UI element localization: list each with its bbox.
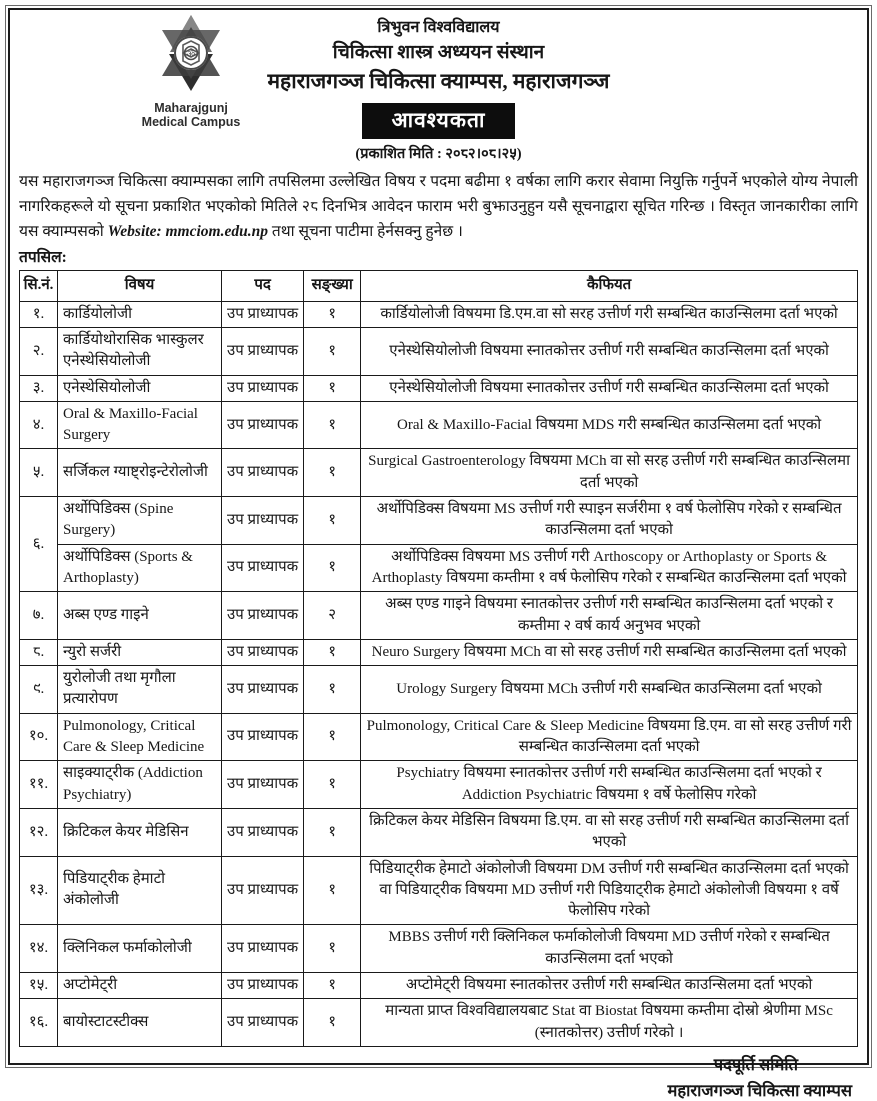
table-row xyxy=(20,592,858,640)
table-row xyxy=(20,808,858,856)
subject-cell: अब्स एण्ड गाइने xyxy=(58,592,222,640)
serial-cell: ६. xyxy=(20,497,58,592)
count-cell: १ xyxy=(304,327,361,375)
table-row xyxy=(20,639,858,665)
count-cell: १ xyxy=(304,999,361,1047)
column-header: सङ्ख्या xyxy=(304,271,361,301)
serial-cell: १०. xyxy=(20,713,58,761)
serial-cell: १६. xyxy=(20,999,58,1047)
count-cell: १ xyxy=(304,713,361,761)
count-cell: १ xyxy=(304,761,361,809)
remark-cell: Psychiatry विषयमा स्नातकोत्तर उत्तीर्ण गरी सम्बन्धित काउन्सिलमा दर्ता भएको र Addiction Psychiatric विषयमा १ वर्षे फेलोसिप गरेको xyxy=(361,761,858,809)
post-cell: उप प्राध्यापक xyxy=(222,497,304,545)
footer-campus-name: महाराजगञ्ज चिकित्सा क्याम्पस xyxy=(667,1080,852,1100)
remark-cell: मान्यता प्राप्त विश्वविद्यालयबाट Stat वा Biostat विषयमा कम्तीमा दोस्रो श्रेणीमा MSc (स्नातकोत्तर) उत्तीर्ण गरेको । xyxy=(361,999,858,1047)
subject-cell: युरोलोजी तथा मृगौला प्रत्यारोपण xyxy=(58,666,222,714)
page-inner-border xyxy=(8,8,869,1100)
count-cell: १ xyxy=(304,497,361,545)
remark-cell: अर्थोपिडिक्स विषयमा MS उत्तीर्ण गरी स्पाइन सर्जरीमा १ वर्ष फेलोसिप गरेको र सम्बन्धित काउन्सिलमा दर्ता भएको xyxy=(361,497,858,545)
subject-cell: साइक्याट्रीक (Addiction Psychiatry) xyxy=(58,761,222,809)
document-header xyxy=(19,14,858,134)
subject-cell: अर्थोपिडिक्स (Sports & Arthoplasty) xyxy=(58,544,222,592)
remark-cell: Oral & Maxillo-Facial विषयमा MDS गरी सम्बन्धित काउन्सिलमा दर्ता भएको xyxy=(361,401,858,449)
post-cell: उप प्राध्यापक xyxy=(222,713,304,761)
notice-paragraph xyxy=(19,170,858,244)
post-cell: उप प्राध्यापक xyxy=(222,544,304,592)
table-row xyxy=(20,999,858,1047)
remark-cell: Pulmonology, Critical Care & Sleep Medicine विषयमा डि.एम. वा सो सरह उत्तीर्ण गरी सम्बन्धित काउन्सिलमा दर्ता भएको xyxy=(361,713,858,761)
post-cell: उप प्राध्यापक xyxy=(222,999,304,1047)
subject-cell: क्रिटिकल केयर मेडिसिन xyxy=(58,808,222,856)
university-name: त्रिभुवन विश्वविद्यालय xyxy=(377,19,500,36)
post-cell: उप प्राध्यापक xyxy=(222,375,304,401)
notice-text-after: तथा सूचना पाटीमा हेर्नसक्नु हुनेछ । xyxy=(267,222,463,240)
post-cell: उप प्राध्यापक xyxy=(222,401,304,449)
post-cell: उप प्राध्यापक xyxy=(222,761,304,809)
vacancy-table xyxy=(19,270,858,1047)
subject-cell: पिडियाट्रीक हेमाटो अंकोलोजी xyxy=(58,856,222,925)
post-cell: उप प्राध्यापक xyxy=(222,808,304,856)
post-cell: उप प्राध्यापक xyxy=(222,639,304,665)
subject-cell: अर्थोपिडिक्स (Spine Surgery) xyxy=(58,497,222,545)
table-row xyxy=(20,449,858,497)
remark-cell: अर्थोपिडिक्स विषयमा MS उत्तीर्ण गरी Arthoscopy or Arthoplasty or Sports & Arthoplasty विषयमा कम्तीमा १ वर्ष फेलोसिप गरेको र सम्बन्धित काउन्सिलमा दर्ता भएको xyxy=(361,544,858,592)
subject-cell: अप्टोमेट्री xyxy=(58,973,222,999)
table-row xyxy=(20,761,858,809)
count-cell: १ xyxy=(304,639,361,665)
serial-cell: १४. xyxy=(20,925,58,973)
serial-cell: १. xyxy=(20,301,58,327)
serial-cell: १५. xyxy=(20,973,58,999)
serial-cell: १३. xyxy=(20,856,58,925)
serial-cell: ११. xyxy=(20,761,58,809)
logo-caption-line1: Maharajgunj xyxy=(154,101,228,115)
subject-cell: Oral & Maxillo-Facial Surgery xyxy=(58,401,222,449)
remark-cell: Urology Surgery विषयमा MCh उत्तीर्ण गरी सम्बन्धित काउन्सिलमा दर्ता भएको xyxy=(361,666,858,714)
website-text: Website: mmciom.edu.np xyxy=(107,222,268,240)
count-cell: १ xyxy=(304,449,361,497)
post-cell: उप प्राध्यापक xyxy=(222,301,304,327)
campus-star-emblem-icon xyxy=(150,50,232,98)
serial-cell: ९. xyxy=(20,666,58,714)
subject-cell: Pulmonology, Critical Care & Sleep Medicine xyxy=(58,713,222,761)
remark-cell: Neuro Surgery विषयमा MCh वा सो सरह उत्तीर्ण गरी सम्बन्धित काउन्सिलमा दर्ता भएको xyxy=(361,639,858,665)
post-cell: उप प्राध्यापक xyxy=(222,327,304,375)
notice-text-before: यस महाराजगञ्ज चिकित्सा क्याम्पसका लागि तपसिलमा उल्लेखित विषय र पदमा बढीमा १ वर्षका लागि करार सेवामा नियुक्ति गर्नुपर्ने भएकोले योग्य नेपाली नागरिकहरूले यो सूचना प्रकाशित भएकोको मितिले २८ दिनभित्र आवेदन फाराम भरी बुझाउनुहुन यसै सूचनाद्वारा सूचित गरिन्छ । विस्तृत जानकारीका लागि यस क्याम्पसको xyxy=(19,173,858,240)
vacancy-table-body xyxy=(20,301,858,1046)
count-cell: १ xyxy=(304,401,361,449)
campus-name: महाराजगञ्ज चिकित्सा क्याम्पस, महाराजगञ्ज xyxy=(267,69,610,94)
column-header: विषय xyxy=(58,271,222,301)
table-row xyxy=(20,973,858,999)
count-cell: १ xyxy=(304,925,361,973)
remark-cell: एनेस्थेसियोलोजी विषयमा स्नातकोत्तर उत्तीर्ण गरी सम्बन्धित काउन्सिलमा दर्ता भएको xyxy=(361,327,858,375)
table-row xyxy=(20,327,858,375)
institute-name: चिकित्सा शास्त्र अध्ययन संस्थान xyxy=(332,41,545,63)
count-cell: १ xyxy=(304,301,361,327)
post-cell: उप प्राध्यापक xyxy=(222,666,304,714)
subject-cell: न्युरो सर्जरी xyxy=(58,639,222,665)
table-row xyxy=(20,856,858,925)
signature-block xyxy=(19,1052,858,1101)
subject-cell: सर्जिकल ग्याष्ट्रोइन्टेरोलोजी xyxy=(58,449,222,497)
table-row xyxy=(20,666,858,714)
table-row xyxy=(20,301,858,327)
count-cell: २ xyxy=(304,592,361,640)
serial-cell: १२. xyxy=(20,808,58,856)
remark-cell: कार्डियोलोजी विषयमा डि.एम.वा सो सरह उत्तीर्ण गरी सम्बन्धित काउन्सिलमा दर्ता भएको xyxy=(361,301,858,327)
table-row xyxy=(20,375,858,401)
post-cell: उप प्राध्यापक xyxy=(222,925,304,973)
serial-cell: ७. xyxy=(20,592,58,640)
logo-caption xyxy=(131,101,251,130)
table-row xyxy=(20,497,858,545)
svg-text:ॐ: ॐ xyxy=(186,50,196,60)
vacancy-banner: आवश्यकता xyxy=(362,103,516,139)
serial-cell: ४. xyxy=(20,401,58,449)
post-cell: उप प्राध्यापक xyxy=(222,856,304,925)
count-cell: १ xyxy=(304,666,361,714)
serial-cell: ३. xyxy=(20,375,58,401)
table-row xyxy=(20,401,858,449)
published-date: (प्रकाशित मिति : २०८२।०८।२५) xyxy=(355,146,522,162)
post-cell: उप प्राध्यापक xyxy=(222,449,304,497)
schedule-label: तपसिल: xyxy=(19,249,67,267)
post-cell: उप प्राध्यापक xyxy=(222,973,304,999)
subject-cell: क्लिनिकल फर्माकोलोजी xyxy=(58,925,222,973)
table-row xyxy=(20,925,858,973)
remark-cell: पिडियाट्रीक हेमाटो अंकोलोजी विषयमा DM उत्तीर्ण गरी सम्बन्धित काउन्सिलमा दर्ता भएको वा पिडियाट्रीक विषयमा MD उत्तीर्ण गरी पिडियाट्रीक हेमाटो अंकोलोजी विषयमा १ वर्षे फेलोसिप गरेको xyxy=(361,856,858,925)
remark-cell: अब्स एण्ड गाइने विषयमा स्नातकोत्तर उत्तीर्ण गरी सम्बन्धित काउन्सिलमा दर्ता भएको र कम्तीमा २ वर्ष कार्य अनुभव भएको xyxy=(361,592,858,640)
subject-cell: एनेस्थेसियोलोजी xyxy=(58,375,222,401)
serial-cell: ८. xyxy=(20,639,58,665)
serial-cell: २. xyxy=(20,327,58,375)
logo-caption-line2: Medical Campus xyxy=(141,115,241,130)
subject-cell: कार्डियोलोजी xyxy=(58,301,222,327)
count-cell: १ xyxy=(304,544,361,592)
committee-name: पदपूर्ति समिति xyxy=(713,1054,798,1074)
count-cell: १ xyxy=(304,856,361,925)
remark-cell: अप्टोमेट्री विषयमा स्नातकोत्तर उत्तीर्ण गरी सम्बन्धित काउन्सिलमा दर्ता भएको xyxy=(361,973,858,999)
table-row xyxy=(20,544,858,592)
campus-logo xyxy=(131,14,251,130)
count-cell: १ xyxy=(304,375,361,401)
table-row xyxy=(20,713,858,761)
subject-cell: बायोस्टाटस्टीक्स xyxy=(58,999,222,1047)
serial-cell: ५. xyxy=(20,449,58,497)
remark-cell: एनेस्थेसियोलोजी विषयमा स्नातकोत्तर उत्तीर्ण गरी सम्बन्धित काउन्सिलमा दर्ता भएको xyxy=(361,375,858,401)
column-header: पद xyxy=(222,271,304,301)
subject-cell: कार्डियोथोरासिक भास्कुलर एनेस्थेसियोलोजी xyxy=(58,327,222,375)
table-header-row xyxy=(20,271,858,301)
count-cell: १ xyxy=(304,973,361,999)
remark-cell: MBBS उत्तीर्ण गरी क्लिनिकल फर्माकोलोजी विषयमा MD उत्तीर्ण गरेको र सम्बन्धित काउन्सिलमा दर्ता भएको xyxy=(361,925,858,973)
post-cell: उप प्राध्यापक xyxy=(222,592,304,640)
remark-cell: Surgical Gastroenterology विषयमा MCh वा सो सरह उत्तीर्ण गरी सम्बन्धित काउन्सिलमा दर्ता भएको xyxy=(361,449,858,497)
remark-cell: क्रिटिकल केयर मेडिसिन विषयमा डि.एम. वा सो सरह उत्तीर्ण गरी सम्बन्धित काउन्सिलमा दर्ता भएको xyxy=(361,808,858,856)
column-header: कैफियत xyxy=(361,271,858,301)
count-cell: १ xyxy=(304,808,361,856)
column-header: सि.नं. xyxy=(20,271,58,301)
